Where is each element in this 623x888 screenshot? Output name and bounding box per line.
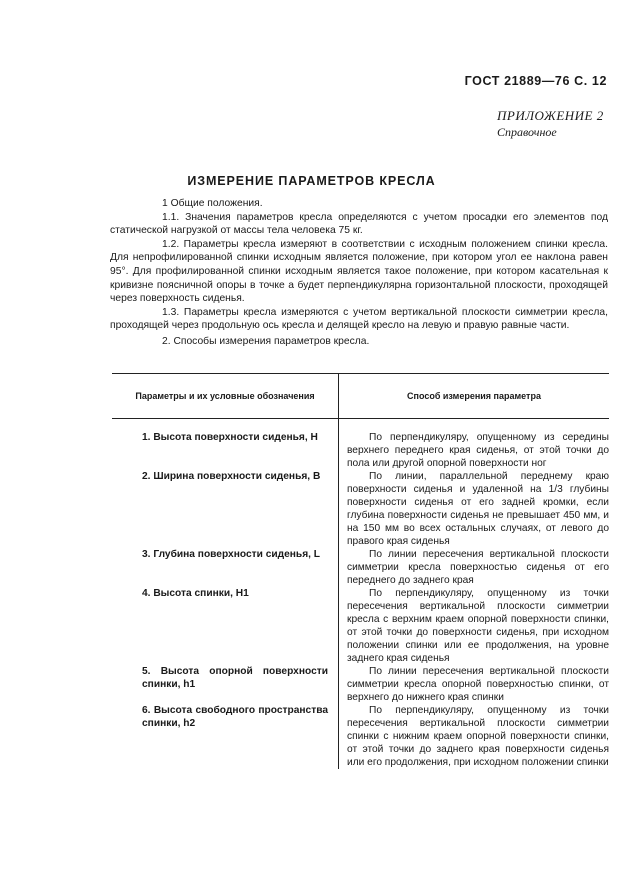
section-title: ИЗМЕРЕНИЕ ПАРАМЕТРОВ КРЕСЛА bbox=[187, 174, 436, 188]
paragraph-1-3: 1.3. Параметры кресла измеряются с учетом вертикальной плоскости симметрии кресла, проходящей через продольную ось кресла и делящей кресло на левую и правую равные части. bbox=[110, 306, 608, 332]
parameter-cell: 5. Высота опорной поверхности спинки, h1 bbox=[112, 665, 339, 704]
parameter-cell: 3. Глубина поверхности сиденья, L bbox=[112, 548, 339, 587]
table-header-row bbox=[112, 374, 609, 419]
method-cell: По перпендикуляру, опущенному из точки пересечения вертикальной плоскости симметрии спинки с нижним краем опорной поверхности спинки, от этой точки до заднего края поверхности сиденья или его продолжения, при исходном положении спинки bbox=[347, 705, 609, 768]
paragraph-1-1: 1.1. Значения параметров кресла определяются с учетом просадки его элементов под статической нагрузкой от массы тела человека 75 кг. bbox=[110, 211, 608, 237]
method-cell: По линии, параллельной переднему краю поверхности сиденья и удаленной на 1/3 глубины поверхности сиденья от его задней кромки, если глубина поверхности сиденья не превышает 450 мм, и на 150 мм во всех остальных случаях, от левого до правого края сиденья bbox=[347, 471, 609, 547]
table-row bbox=[112, 548, 609, 587]
parameter-cell: 6. Высота свободного пространства спинки, h2 bbox=[112, 704, 339, 769]
table-row bbox=[112, 704, 609, 769]
column-header-method: Способ измерения параметра bbox=[339, 374, 610, 419]
table-row bbox=[112, 587, 609, 665]
paragraph-general: 1 Общие положения. bbox=[162, 198, 263, 209]
parameter-cell: 2. Ширина поверхности сиденья, B bbox=[112, 470, 339, 548]
appendix-subtitle: Справочное bbox=[497, 125, 557, 139]
paragraph-2: 2. Способы измерения параметров кресла. bbox=[162, 335, 370, 347]
column-header-parameters: Параметры и их условные обозначения bbox=[112, 374, 339, 419]
body-text bbox=[110, 197, 608, 349]
parameters-table bbox=[112, 373, 609, 769]
table-row bbox=[112, 419, 609, 471]
parameter-cell: 4. Высота спинки, H1 bbox=[112, 587, 339, 665]
appendix-label: ПРИЛОЖЕНИЕ 2 bbox=[497, 108, 604, 123]
standard-reference: ГОСТ 21889—76 С. 12 bbox=[464, 74, 607, 88]
appendix-label-block bbox=[497, 108, 604, 140]
parameter-cell: 1. Высота поверхности сиденья, H bbox=[112, 419, 339, 471]
paragraph-1-2: 1.2. Параметры кресла измеряют в соответствии с исходным положением спинки кресла. Для непрофилированной спинки исходным является положение, при котором угол ее наклона равен 95°. Для профилированной спинки исходным является такое положение, при котором касательная к кривизне поясничной опоры в точке а будет перпендикулярна горизонтальной плоскости, проходящей через поверхность сиденья. bbox=[110, 238, 608, 305]
table-row bbox=[112, 470, 609, 548]
method-cell: По перпендикуляру, опущенному из середины верхнего переднего края сиденья, от этой точки до пола или другой опорной поверхности ног bbox=[347, 432, 609, 469]
method-cell: По перпендикуляру, опущенному из точки пересечения вертикальной плоскости симметрии кресла с верхним краем опорной поверхности спинки, от этой точки до поверхности сиденья, при исходном положении спинки или ее продолжения, на уровне заднего края сиденья bbox=[347, 588, 609, 664]
table-row bbox=[112, 665, 609, 704]
method-cell: По линии пересечения вертикальной плоскости симметрии кресла поверхностью сиденья от его переднего до заднего края bbox=[347, 549, 609, 586]
method-cell: По линии пересечения вертикальной плоскости симметрии кресла опорной поверхностью спинки, от верхнего до нижнего края спинки bbox=[347, 666, 609, 703]
